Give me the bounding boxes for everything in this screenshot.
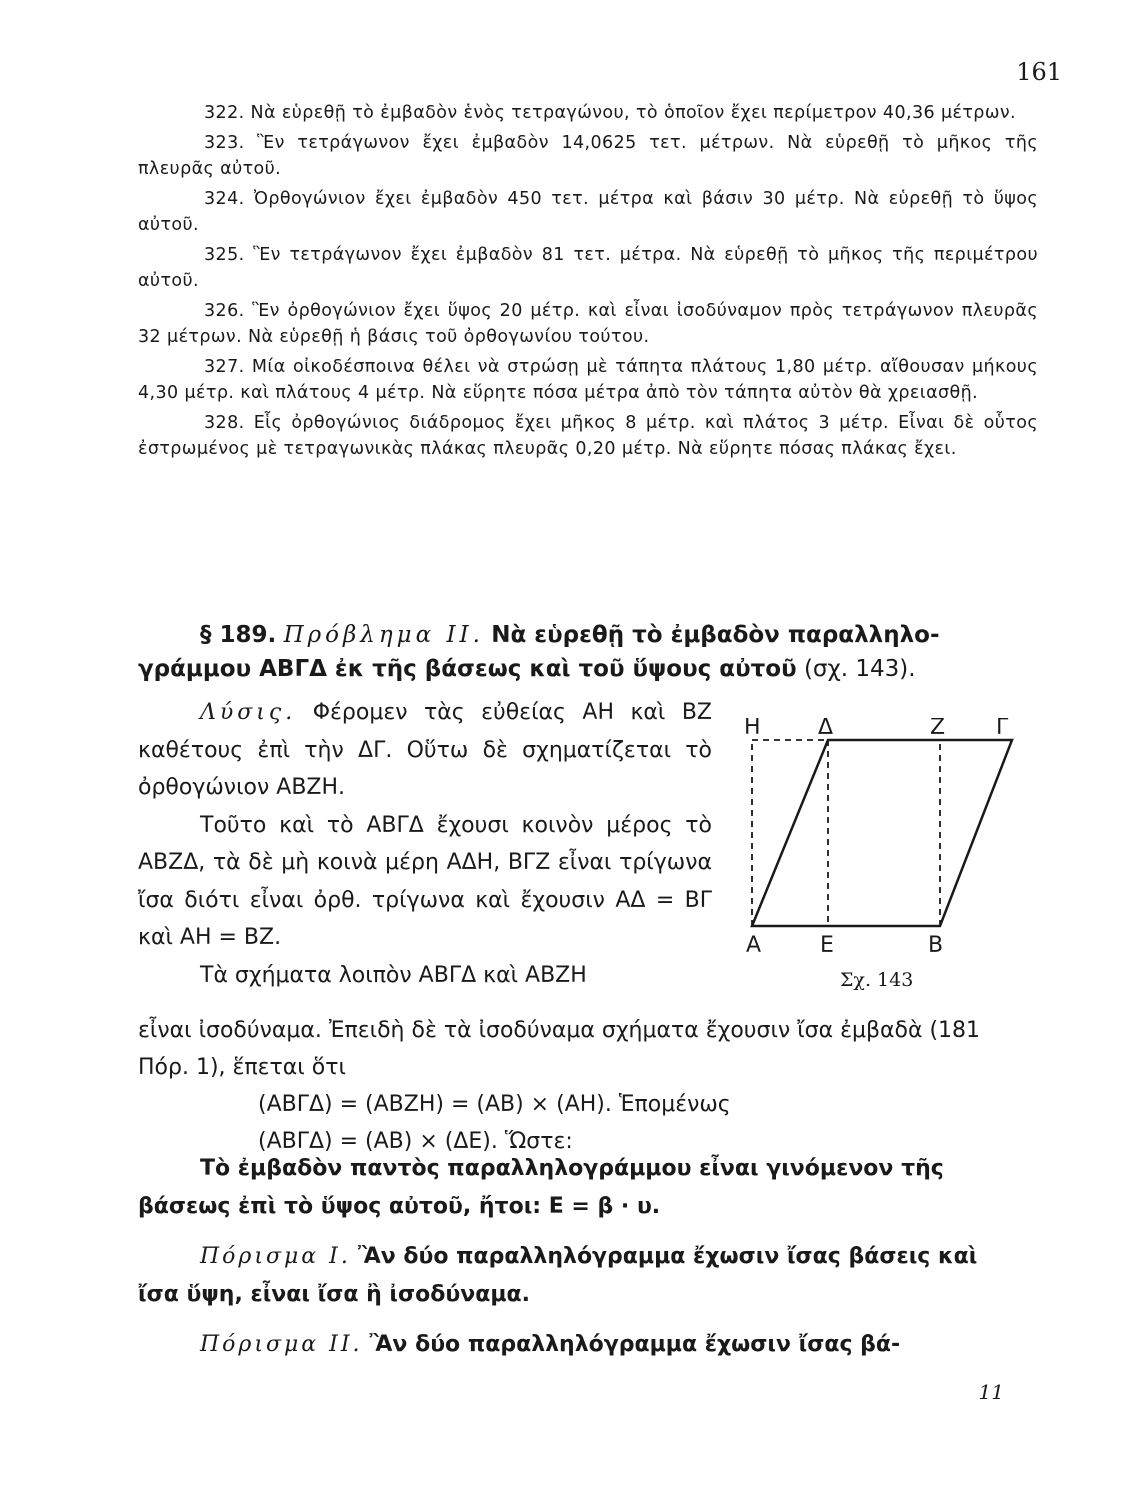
label-g: Γ	[996, 718, 1009, 740]
page-number: 161	[1016, 58, 1062, 86]
porisma-1-label: Πόρισμα Ι.	[200, 1244, 351, 1269]
equation-2: (ΑΒΓΔ) = (ΑΒ) × (ΔΕ). Ὥστε:	[258, 1129, 573, 1154]
solution-continuation	[138, 1012, 1023, 1160]
porisma-1	[138, 1238, 1018, 1314]
exercise-322: 322. Νὰ εὑρεθῇ τὸ ἐμβαδὸν ἑνὸς τετραγώνου, τὸ ὁποῖον ἔχει περίμετρον 40,36 μέτρων.	[204, 103, 1017, 123]
solution-paragraph-2: Τοῦτο καὶ τὸ ΑΒΓΔ ἔχουσι κοινὸν μέρος τὸ ΑΒΖΔ, τὰ δὲ μὴ κοινὰ μέρη ΑΔΗ, ΒΓΖ εἶναι τρίγωνα ἴσα διότι εἶναι ὀρθ. τρίγωνα καὶ ἔχουσιν ΑΔ = ΒΓ καὶ ΑΗ = ΒΖ.	[138, 812, 712, 950]
exercise-326: 326. Ἓν ὀρθογώνιον ἔχει ὕψος 20 μέτρ. καὶ εἶναι ἰσοδύναμον πρὸς τετράγωνον πλευρᾶς 32 μέτρων. Νὰ εὑρεθῇ ἡ βάσις τοῦ ὀρθογωνίου τούτου.	[138, 301, 1038, 347]
parallelogram-abgd	[752, 740, 1012, 926]
solution-text-1: Φέρομεν τὰς εὐθείας ΑΗ καὶ ΒΖ καθέτους ἐπὶ τὴν ΔΓ. Οὕτω δὲ σχηματίζεται τὸ ὀρθογώνιον ΑΒΖΗ.	[138, 700, 712, 800]
label-a: Α	[746, 933, 762, 958]
porisma-1-paragraph	[138, 1238, 1018, 1314]
figure-shapes	[752, 740, 1012, 926]
solution-paragraph-3-start: Τὰ σχήματα λοιπὸν ΑΒΓΔ καὶ ΑΒΖΗ	[200, 962, 587, 988]
parallelogram-figure	[740, 718, 1030, 998]
signature-mark: 11	[978, 1380, 1004, 1404]
porisma-2-text: Ἂν δύο παραλληλόγραμμα ἔχωσιν ἴσας βά-	[369, 1332, 901, 1357]
figure-caption: Σχ. 143	[840, 969, 914, 991]
section-heading	[138, 618, 1040, 686]
porisma-1-text: Ἂν δύο παραλληλόγραμμα ἔχωσιν ἴσας βάσεις καὶ ἴσα ὕψη, εἶναι ἴσα ἢ ἰσοδύναμα.	[138, 1244, 978, 1307]
porisma-2-paragraph	[138, 1326, 1018, 1364]
solution-paragraph-3-cont: εἶναι ἰσοδύναμα. Ἐπειδὴ δὲ τὰ ἰσοδύναμα σχήματα ἔχουσιν ἴσα ἐμβαδὰ (181 Πόρ. 1), ἕπεται ὅτι	[138, 1018, 981, 1080]
theorem-block	[138, 1150, 1018, 1226]
label-h: Η	[744, 718, 761, 740]
equation-1: (ΑΒΓΔ) = (ΑΒΖΗ) = (ΑΒ) × (ΑΗ). Ἑπομένως	[258, 1092, 731, 1117]
porisma-2-label: Πόρισμα ΙΙ.	[200, 1332, 363, 1357]
section-title-part1: Νὰ εὑρεθῇ τὸ ἐμβαδὸν παραλληλο-	[491, 622, 940, 648]
theorem-text: Τὸ ἐμβαδὸν παντὸς παραλληλογράμμου εἶναι γινόμενον τῆς βάσεως ἐπὶ τὸ ὕψος αὐτοῦ, ἤτοι: Ε = β · υ.	[138, 1156, 944, 1219]
section-label: Πρόβλημα ΙΙ.	[283, 622, 484, 648]
section-title-line2	[138, 652, 1040, 686]
label-b: Β	[928, 933, 944, 958]
solution-paragraph-1	[138, 694, 712, 807]
figure-reference: (σχ. 143).	[803, 656, 916, 682]
section-title-part2: γράμμου ΑΒΓΔ ἐκ τῆς βάσεως καὶ τοῦ ὕψους αὐτοῦ	[138, 656, 797, 682]
solution-heading: Λύσις.	[200, 700, 297, 725]
exercise-327: 327. Μία οἰκοδέσποινα θέλει νὰ στρώσῃ μὲ τάπητα πλάτους 1,80 μέτρ. αἴθουσαν μήκους 4,30 μέτρ. καὶ πλάτους 4 μέτρ. Νὰ εὕρητε πόσα μέτρα ἀπὸ τὸν τάπητα αὐτὸν θὰ χρειασθῇ.	[138, 357, 1038, 403]
exercise-328: 328. Εἷς ὀρθογώνιος διάδρομος ἔχει μῆκος 8 μέτρ. καὶ πλάτος 3 μέτρ. Εἶναι δὲ οὗτος ἐστρωμένος μὲ τετραγωνικὰς πλάκας πλευρᾶς 0,20 μέτρ. Νὰ εὕρητε πόσας πλάκας ἔχει.	[138, 413, 1038, 459]
exercise-324: 324. Ὀρθογώνιον ἔχει ἐμβαδὸν 450 τετ. μέτρα καὶ βάσιν 30 μέτρ. Νὰ εὑρεθῇ τὸ ὕψος αὐτοῦ.	[138, 189, 1038, 235]
label-e: Ε	[820, 933, 834, 958]
solution-block	[138, 694, 712, 994]
section-symbol: § 189.	[200, 622, 277, 648]
exercise-323: 323. Ἓν τετράγωνον ἔχει ἐμβαδὸν 14,0625 τετ. μέτρων. Νὰ εὑρεθῇ τὸ μῆκος τῆς πλευρᾶς αὐτοῦ.	[138, 133, 1038, 179]
label-d: Δ	[818, 718, 834, 740]
exercises	[138, 100, 1038, 466]
label-z: Ζ	[930, 718, 946, 740]
exercise-325: 325. Ἓν τετράγωνον ἔχει ἐμβαδὸν 81 τετ. μέτρα. Νὰ εὑρεθῇ τὸ μῆκος τῆς περιμέτρου αὐτοῦ.	[138, 245, 1038, 291]
porisma-2	[138, 1326, 1018, 1364]
